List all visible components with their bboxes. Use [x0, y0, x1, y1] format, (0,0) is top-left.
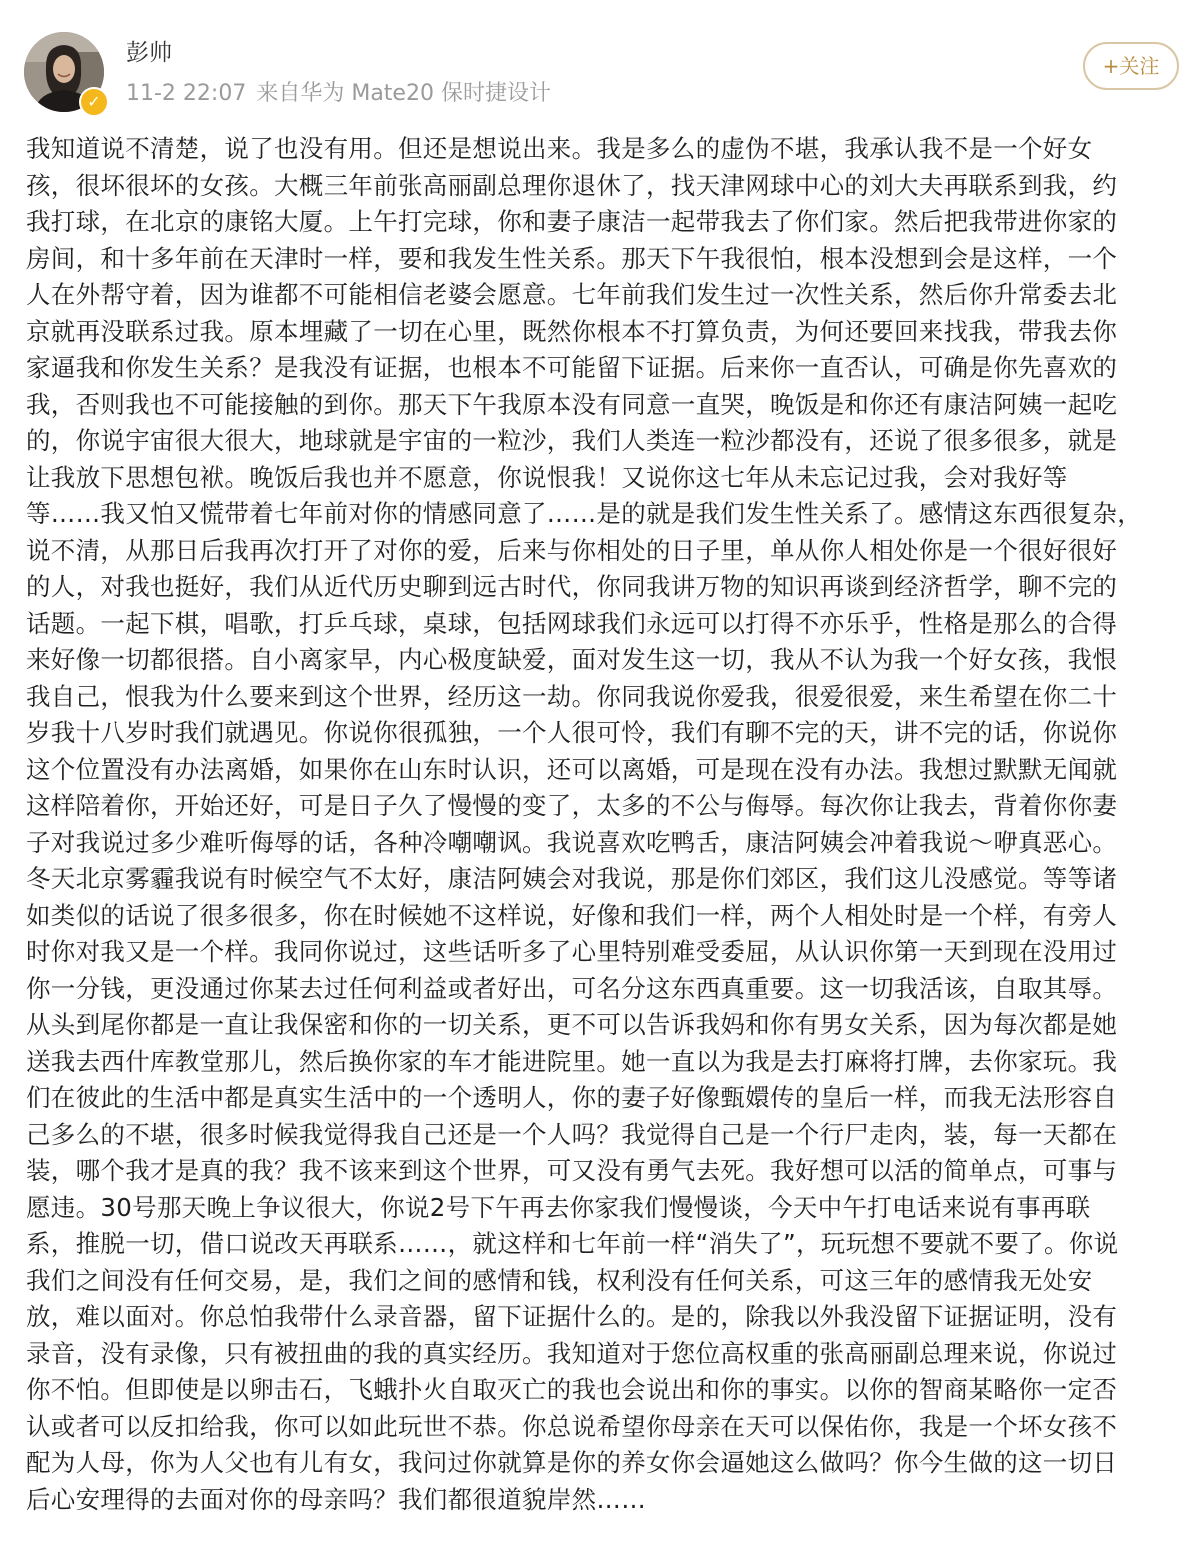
post-line: 我自己，恨我为什么要来到这个世界，经历这一劫。你同我说你爱我，很爱很爱，来生希望在你二十: [26, 681, 1118, 711]
post-line: 放，难以面对。你总怕我带什么录音器，留下证据什么的。是的，除我以外我没留下证据证明，没有: [26, 1302, 1118, 1331]
post-line: 冬天北京雾霾我说有时候空气不太好，康洁阿姨会对我说，那是你们郊区，我们这儿没感觉。等等诸: [26, 864, 1118, 893]
username[interactable]: 彭帅: [126, 40, 172, 66]
post-line: 如类似的话说了很多很多，你在时候她不这样说，好像和我们一样，两个人相处时是一个样，有旁人: [26, 900, 1118, 930]
post-line: 我知道说不清楚，说了也没有用。但还是想说出来。我是多么的虚伪不堪，我承认我不是一个好女: [26, 134, 1093, 163]
post-line: 这样陪着你，开始还好，可是日子久了慢慢的变了，太多的不公与侮辱。每次你让我去，背着你你妻: [26, 791, 1118, 820]
post-line: 们在彼此的生活中都是真实生活中的一个透明人，你的妻子好像甄嬛传的皇后一样，而我无法形容自: [26, 1083, 1118, 1112]
follow-button[interactable]: +关注: [1083, 42, 1179, 90]
post-line: 系，推脱一切，借口说改天再联系……，就这样和七年前一样“消失了”，玩玩想不要就不要了。你说: [26, 1229, 1119, 1258]
post-line: 录音，没有录像，只有被扭曲的我的真实经历。我知道对于您位高权重的张高丽副总理来说，你说过: [26, 1338, 1118, 1368]
post-line: 话题。一起下棋，唱歌，打乒乓球，桌球，包括网球我们永远可以打得不亦乐乎，性格是那么的合得: [26, 608, 1118, 638]
post-line: 愿违。30号那天晚上争议很大，你说2号下午再去你家我们慢慢谈，今天中午打电话来说有事再联: [26, 1192, 1091, 1222]
post-header: [0, 0, 1200, 126]
post-line: 房间，和十多年前在天津时一样，要和我发生性关系。那天下午我很怕，根本没想到会是这样，一个: [26, 243, 1118, 273]
post-line: 时你对我又是一个样。我同你说过，这些话听多了心里特别难受委屈，从认识你第一天到现在没用过: [26, 937, 1118, 966]
post-line: 岁我十八岁时我们就遇见。你说你很孤独，一个人很可怜，我们有聊不完的天，讲不完的话，你说你: [26, 718, 1118, 747]
verified-check-icon: ✓: [79, 87, 109, 117]
post-timestamp: 11-2 22:07: [126, 81, 247, 106]
post-line: 你一分钱，更没通过你某去过任何利益或者好出，可名分这东西真重要。这一切我活该，自取其辱。: [26, 973, 1118, 1003]
post-line: 这个位置没有办法离婚，如果你在山东时认识，还可以离婚，可是现在没有办法。我想过默默无闻就: [26, 754, 1118, 784]
post-line: 说不清，从那日后我再次打开了对你的爱，后来与你相处的日子里，单从你人相处你是一个很好很好: [26, 535, 1118, 565]
source-device[interactable]: 华为 Mate20 保时捷设计: [300, 81, 551, 106]
post-line: 配为人母，你为人父也有儿有女，我问过你就算是你的养女你会逼她这么做吗？你今生做的这一切日: [26, 1448, 1118, 1477]
post-line: 子对我说过多少难听侮辱的话，各种冷嘲嘲讽。我说喜欢吃鸭舌，康洁阿姨会冲着我说～咿真恶心。: [26, 827, 1118, 857]
source-prefix: 来自: [256, 81, 301, 106]
post-line: 己多么的不堪，很多时候我觉得我自己还是一个人吗？我觉得自己是一个行尸走肉，装，每一天都在: [26, 1119, 1118, 1149]
post-line: 来好像一切都很搭。自小离家早，内心极度缺爱，面对发生这一切，我从不认为我一个好女孩，我恨: [26, 645, 1118, 674]
post-line: 后心安理得的去面对你的母亲吗？我们都很道貌岸然……: [26, 1484, 646, 1514]
post-line: 认或者可以反扣给我，你可以如此玩世不恭。你总说希望你母亲在天可以保佑你，我是一个坏女孩不: [26, 1411, 1118, 1441]
post-line: 京就再没联系过我。原本埋藏了一切在心里，既然你根本不打算负责，为何还要回来找我，带我去你: [26, 316, 1118, 346]
post-line: 我打球，在北京的康铭大厦。上午打完球，你和妻子康洁一起带我去了你们家。然后把我带进你家的: [26, 207, 1118, 236]
post-line: 的人，对我也挺好，我们从近代历史聊到远古时代，你同我讲万物的知识再谈到经济哲学，聊不完的: [26, 572, 1118, 601]
post-line: 人在外帮守着，因为谁都不可能相信老婆会愿意。七年前我们发生过一次性关系，然后你升常委去北: [26, 280, 1118, 309]
post-line: 孩，很坏很坏的女孩。大概三年前张高丽副总理你退休了，找天津网球中心的刘大夫再联系到我，约: [26, 170, 1118, 200]
post-line: 我们之间没有任何交易，是，我们之间的感情和钱，权利没有任何关系，可这三年的感情我无处安: [26, 1265, 1093, 1295]
post-line: 我，否则我也不可能接触的到你。那天下午我原本没有同意一直哭，晚饭是和你还有康洁阿姨一起吃: [26, 389, 1118, 419]
post-line: 送我去西什库教堂那儿，然后换你家的车才能进院里。她一直以为我是去打麻将打牌，去你家玩。我: [26, 1046, 1118, 1076]
post-body: [26, 131, 1174, 1518]
post-line: 让我放下思想包袱。晚饭后我也并不愿意，你说恨我！又说你这七年从未忘记过我，会对我好等: [26, 462, 1068, 492]
post-meta: [126, 78, 551, 110]
post-line: 装，哪个我才是真的我？我不该来到这个世界，可又没有勇气去死。我好想可以活的简单点，可事与: [26, 1156, 1118, 1185]
post-line: 从头到尾你都是一直让我保密和你的一切关系，更不可以告诉我妈和你有男女关系，因为每次都是她: [26, 1010, 1118, 1039]
post-line: 的，你说宇宙很大很大，地球就是宇宙的一粒沙，我们人类连一粒沙都没有，还说了很多很多，就是: [26, 426, 1118, 455]
post-line: 等……我又怕又慌带着七年前对你的情感同意了……是的就是我们发生性关系了。感情这东西很复杂，: [26, 499, 1142, 528]
post-line: 你不怕。但即使是以卵击石，飞蛾扑火自取灭亡的我也会说出和你的事实。以你的智商某略你一定否: [26, 1375, 1118, 1404]
post-line: 家逼我和你发生关系？是我没有证据，也根本不可能留下证据。后来你一直否认，可确是你先喜欢的: [26, 353, 1118, 382]
